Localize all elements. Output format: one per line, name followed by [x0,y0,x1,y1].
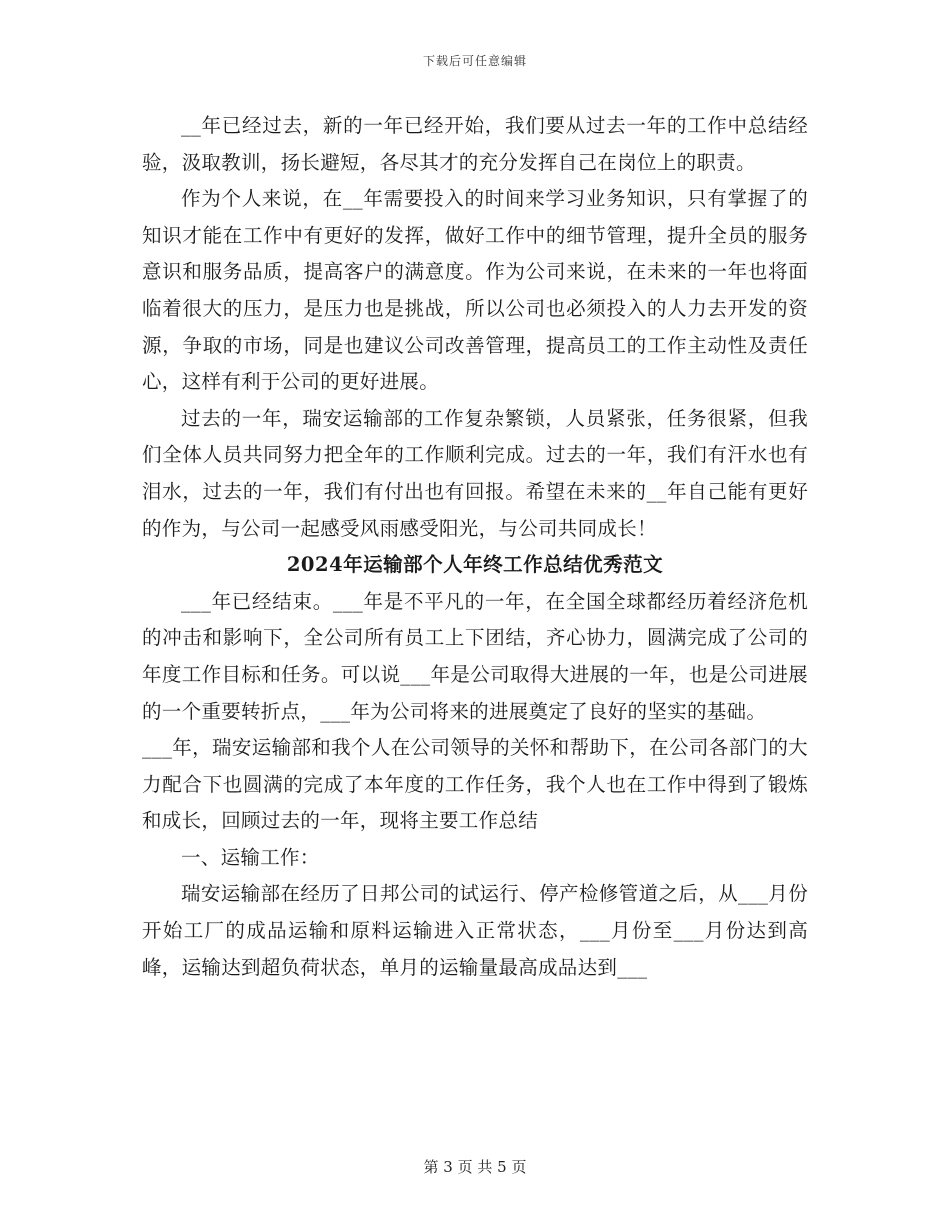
document-body [142,108,808,986]
page-header: 下载后可任意编辑 [422,54,527,68]
section-title: 2024年运输部个人年终工作总结优秀范文 [286,553,664,577]
paragraph-5: ___年，瑞安运输部和我个人在公司领导的关怀和帮助下，在公司各部门的大力配合下也圆满的完成了本年度的工作任务，我个人也在工作中得到了锻炼和成长，回顾过去的一年，现将主要工作总结 [142,736,808,833]
paragraph-3: 过去的一年，瑞安运输部的工作复杂繁锁，人员紧张，任务很紧，但我们全体人员共同努力把全年的工作顺利完成。过去的一年，我们有汗水也有泪水，过去的一年，我们有付出也有回报。希望在未来的__年自己能有更好的作为，与公司一起感受风雨感受阳光，与公司共同成长！ [142,406,808,540]
page-footer: 第 3 页 共 5 页 [423,1158,527,1176]
paragraph-6: 瑞安运输部在经历了日邦公司的试运行、停产检修管道之后，从___月份开始工厂的成品运输和原料运输进入正常状态，___月份至___月份达到高峰，运输达到超负荷状态，单月的运输量最高成品达到___ [142,882,808,979]
paragraph-2: 作为个人来说，在__年需要投入的时间来学习业务知识，只有掌握了的知识才能在工作中有更好的发挥，做好工作中的细节管理，提升全员的服务意识和服务品质，提高客户的满意度。作为公司来说，在未来的一年也将面临着很大的压力，是压力也是挑战，所以公司也必须投入的人力去开发的资源，争取的市场，同是也建议公司改善管理，提高员工的工作主动性及责任心，这样有利于公司的更好进展。 [142,187,808,394]
paragraph-1: __年已经过去，新的一年已经开始，我们要从过去一年的工作中总结经验，汲取教训，扬长避短，各尽其才的充分发挥自己在岗位上的职责。 [142,114,808,174]
paragraph-4: ___年已经结束。___年是不平凡的一年，在全国全球都经历着经济危机的冲击和影响下，全公司所有员工上下团结，齐心协力，圆满完成了公司的年度工作目标和任务。可以说___年是公司取得大进展的一年，也是公司进展的一个重要转折点，___年为公司将来的进展奠定了良好的坚实的基础。 [142,589,808,723]
subheading-transport-work: 一、运输工作： [181,845,320,869]
